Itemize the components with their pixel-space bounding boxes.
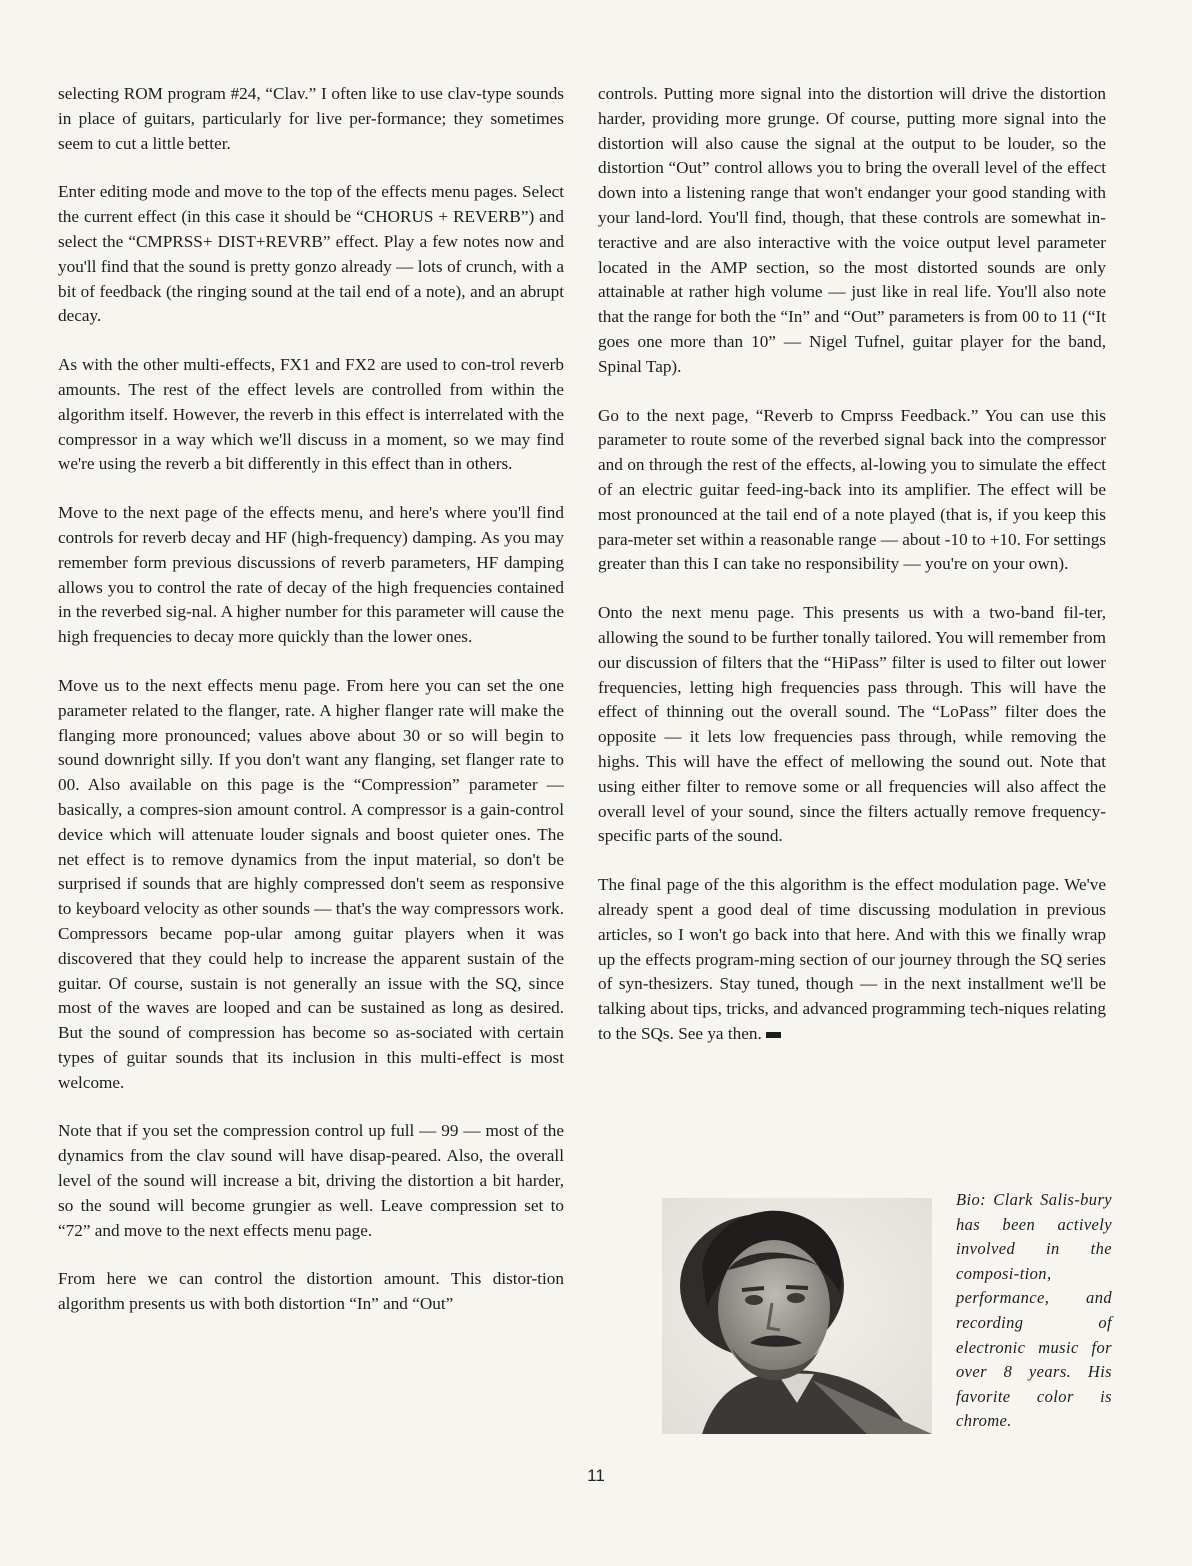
paragraph: Move to the next page of the effects menu, and here's where you'll find controls for reverb decay and HF (high-frequency) damping. As you may remember form previous discussions of reverb parameters, HF damping allows you to control the rate of decay of the high frequencies contained in the reverbed sig-nal. A higher number for this parameter will cause the high frequencies to decay more quickly than the lower ones. [58,503,564,647]
final-paragraph-text: The final page of the this algorithm is the effect modulation page. We've already spent a good deal of time discussing modulation in previous articles, so I won't go back into that here. And with this we finally wrap up the effects program-ming section of our journey through the SQ series of syn-thesizers. Stay tuned, though — in the next installment we'll be talking about tips, tricks, and advanced programming tech-niques relating to the SQs. See ya then. [598,875,1106,1043]
paragraph: Onto the next menu page. This presents us with a two-band fil-ter, allowing the sound to be further tonally tailored. You will remember from our discussion of filters that the “HiPass” filter is used to filter out lower frequencies, letting high frequencies pass through. This will have the effect of thinning out the overall sound. The “LoPass” filter does the opposite — it lets low frequencies pass through, while removing the highs. This will have the effect of mellowing the sound out. Note that using either filter to remove some or all frequencies will also affect the overall level of your sound, since the filters actually remove frequency-specific parts of the sound. [598,603,1106,846]
paragraph: Note that if you set the compression control up full — 99 — most of the dynamics from the clav sound will have disap-peared. Also, the overall level of the sound will increase a bit, driving the distortion a bit harder, so the sound will become grungier as well. Leave compression set to “72” and move to the next effects menu page. [58,1121,564,1240]
left-column [58,82,564,1341]
paragraph: selecting ROM program #24, “Clav.” I often like to use clav-type sounds in place of guitars, particularly for live per-formance; they sometimes seem to cut a little better. [58,84,564,153]
author-bio-section [662,1188,1112,1438]
paragraph-final [598,873,1106,1047]
author-photo [662,1198,932,1434]
right-column [598,82,1106,1071]
paragraph: controls. Putting more signal into the distortion will drive the distortion harder, providing more grunge. Of course, putting more signal into the distortion will also cause the signal at the output to be louder, so the distortion “Out” control allows you to bring the overall level of the effect down into a listening range that won't endanger your good standing with your land-lord. You'll find, though, that these controls are somewhat in-teractive and are also interactive with the voice output level parameter located in the AMP section, so the most distorted sounds are only attainable at rather high volume — just like in real life. You'll also note that the range for both the “In” and “Out” parameters is from 00 to 11 (“It goes one more than 10” — Nigel Tufnel, guitar player for the band, Spinal Tap). [598,84,1106,376]
paragraph: Go to the next page, “Reverb to Cmprss Feedback.” You can use this parameter to route some of the reverbed signal back into the compressor and on through the rest of the effects, al-lowing you to simulate the effect of an electric guitar feed-ing-back into its amplifier. The effect will be most pronounced at the tail end of a note played (that is, if you keep this para-meter set within a reasonable range — about -10 to +10. For settings greater than this I can take no responsibility — you're on your own). [598,405,1106,574]
end-of-article-mark [766,1032,781,1038]
page-number: 11 [587,1466,605,1485]
paragraph: As with the other multi-effects, FX1 and FX2 are used to con-trol reverb amounts. The rest of the effect levels are controlled from within the algorithm itself. However, the reverb in this effect is interrelated with the compressor in a way which we'll discuss in a moment, so we may find we're using the reverb a bit differently in this effect than in others. [58,355,564,474]
paragraph: Enter editing mode and move to the top of the effects menu pages. Select the current effect (in this case it should be “CHORUS + REVERB”) and select the “CMPRSS+ DIST+REVRB” effect. Play a few notes now and you'll find that the sound is pretty gonzo already — lots of crunch, with a bit of feedback (the ringing sound at the tail end of a note), and an abrupt decay. [58,182,564,326]
paragraph: From here we can control the distortion amount. This distor-tion algorithm presents us with both distortion “In” and “Out” [58,1269,564,1314]
author-bio: Bio: Clark Salis-bury has been actively involved in the composi-tion, performance, and recording of electronic music for over 8 years. His favorite color is chrome. [956,1190,1112,1431]
paragraph: Move us to the next effects menu page. From here you can set the one parameter related to the flanger, rate. A higher flanger rate will make the flanging more pronounced; values above about 30 or so will begin to sound downright silly. If you don't want any flanging, set flanger rate to 00. Also available on this page is the “Compression” parameter — basically, a compres-sion amount control. A compressor is a gain-control device which will attenuate louder signals and boost quieter ones. The net effect is to remove dynamics from the input material, so don't be surprised if sounds that are highly compressed don't seem as responsive to keyboard velocity as other sounds — that's the way compressors work. Compressors became pop-ular among guitar players when it was discovered that they could help to increase the apparent sustain of the guitar. Of course, sustain is not generally an issue with the SQ, since most of the waves are looped and can be sustained as long as desired. But the sound of compression has become so as-sociated with certain types of guitar sounds that its inclusion in this multi-effect is most welcome. [58,675,564,1092]
